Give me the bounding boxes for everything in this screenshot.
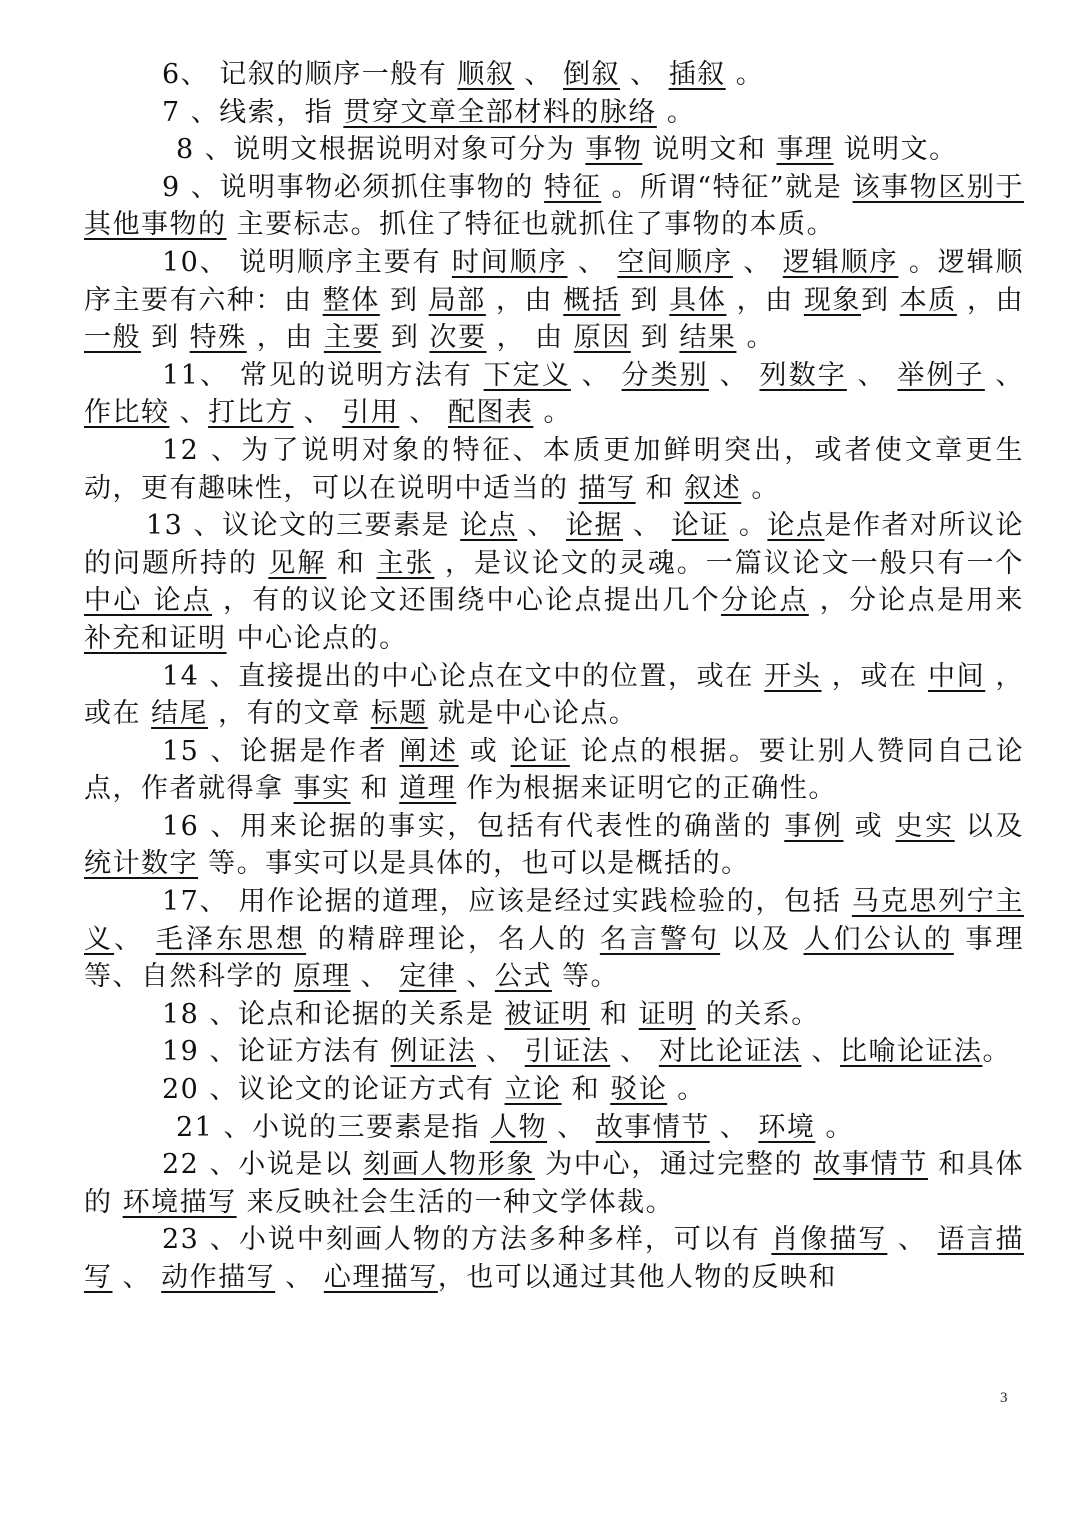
text-segment: 15 、论据是作者 xyxy=(162,735,400,767)
answer-blank: 心理描写 xyxy=(323,1262,438,1293)
paragraph xyxy=(84,56,1024,94)
text-segment: ， 由 xyxy=(486,322,574,354)
answer-blank: 逻辑顺序 xyxy=(782,246,899,278)
text-segment: 和具体的 xyxy=(84,1149,1025,1218)
text-segment: 14 、直接提出的中心论点在文中的位置，或在 xyxy=(162,660,765,692)
paragraph xyxy=(84,883,1024,996)
text-segment: 、 xyxy=(514,59,564,90)
text-segment: 21 、小说的三要素是指 xyxy=(176,1111,491,1143)
answer-blank: 结果 xyxy=(679,322,737,354)
paragraph xyxy=(84,808,1024,883)
answer-blank: 环境 xyxy=(758,1111,816,1143)
text-segment: 、 xyxy=(709,1111,759,1143)
text-segment: ，由 xyxy=(956,284,1025,316)
text-segment: 18 、论点和论据的关系是 xyxy=(162,998,505,1030)
answer-blank: 列数字 xyxy=(759,359,847,391)
page-number: 3 xyxy=(1000,1390,1008,1406)
text-segment: 、 xyxy=(517,510,566,542)
answer-blank: 主张 xyxy=(376,547,435,579)
answer-blank: 次要 xyxy=(429,322,487,354)
text-segment: 6、 记叙的顺序一般有 xyxy=(162,59,458,90)
answer-blank: 立论 xyxy=(504,1074,562,1106)
text-segment: 、 xyxy=(623,510,672,542)
answer-blank: 环境描写 xyxy=(122,1186,237,1218)
text-segment: 、 xyxy=(620,59,669,90)
answer-blank: 刻画人物形象 xyxy=(363,1149,536,1181)
text-segment: 、 xyxy=(732,246,783,278)
answer-blank: 人物 xyxy=(490,1111,548,1143)
text-segment: ，或在 xyxy=(821,660,928,692)
text-segment: 以及 xyxy=(720,923,804,955)
text-segment: 、 xyxy=(984,359,1025,391)
answer-blank: 局部 xyxy=(428,284,486,316)
text-segment: 的关系。 xyxy=(695,998,820,1030)
answer-blank: 叙述 xyxy=(684,472,742,504)
answer-blank: 特殊 xyxy=(189,322,247,354)
text-segment: 20 、议论文的论证方式有 xyxy=(162,1074,505,1106)
text-segment: 23 、小说中刻画人物的方法多种多样，可以有 xyxy=(162,1224,772,1256)
text-segment: 19 、论证方法有 xyxy=(162,1036,391,1068)
text-segment: 。 xyxy=(667,1074,706,1106)
answer-blank: 论点 xyxy=(460,510,518,542)
text-segment: 就是中心论点。 xyxy=(427,698,638,730)
answer-blank: 原因 xyxy=(573,322,631,354)
answer-blank: 中间 xyxy=(927,660,986,692)
text-segment: 作为根据来证明它的正确性。 xyxy=(456,773,837,805)
text-segment: 中心论点的。 xyxy=(226,622,408,654)
answer-blank: 贯穿文章全部材料的脉络 xyxy=(343,96,657,128)
paragraph xyxy=(84,169,1024,244)
text-segment: 和 xyxy=(350,773,400,805)
answer-blank: 分类别 xyxy=(621,359,709,391)
paragraph xyxy=(84,131,1024,169)
answer-blank: 开头 xyxy=(764,660,822,692)
text-segment: 说明文。 xyxy=(833,134,958,166)
text-segment: 、 xyxy=(275,1262,324,1293)
answer-blank: 事实 xyxy=(293,773,351,805)
text-segment: 。 xyxy=(725,59,765,90)
answer-blank: 对比论证法 xyxy=(658,1036,802,1068)
answer-blank: 主要 xyxy=(323,322,381,354)
text-segment: 和 xyxy=(326,547,377,579)
paragraph xyxy=(84,1071,1024,1109)
text-segment: ，分论点是用来 xyxy=(808,585,1024,617)
answer-blank: 被证明 xyxy=(504,998,591,1030)
text-segment: 和 xyxy=(635,472,685,504)
answer-blank: 驳论 xyxy=(610,1074,668,1106)
answer-blank: 论据 xyxy=(565,510,624,542)
text-segment: ，是议论文的灵魂。一篇议论文一般只有一个 xyxy=(434,547,1024,579)
answer-blank: 配图表 xyxy=(447,397,534,429)
text-segment: 或 xyxy=(458,735,511,767)
answer-blank: 整体 xyxy=(322,284,380,316)
answer-blank: 打比方 xyxy=(208,397,294,429)
answer-blank: 肖像描写 xyxy=(771,1224,888,1256)
paragraph xyxy=(84,357,1024,432)
answer-blank: 事理 xyxy=(776,134,834,166)
text-segment: 。所谓“特征”就是 xyxy=(601,171,853,203)
text-segment: 、 xyxy=(708,359,760,391)
text-segment: ，也可以通过其他人物的反映和 xyxy=(437,1262,837,1293)
answer-blank: 概括 xyxy=(563,284,621,316)
paragraph xyxy=(84,658,1024,733)
text-segment: 。 xyxy=(741,472,780,504)
text-segment: 、 xyxy=(456,961,495,993)
text-segment: ，由 xyxy=(246,322,324,354)
text-segment: 10、 说明顺序主要有 xyxy=(162,246,452,278)
answer-blank: 毛泽东思想 xyxy=(155,923,307,955)
answer-blank: 具体 xyxy=(669,284,727,316)
text-segment: 论点的根据。要让别人赞同自己论点，作者就得拿 xyxy=(84,735,1025,805)
answer-blank: 本质 xyxy=(899,284,957,316)
text-segment: 。 xyxy=(533,397,573,429)
answer-blank: 该事物区别于其他事物的 xyxy=(84,171,1025,241)
text-segment: 、 xyxy=(570,359,622,391)
text-segment: 事理等、自然科学的 xyxy=(84,923,1025,993)
text-segment: 11、 常见的说明方法有 xyxy=(162,359,484,391)
text-segment: 、 xyxy=(293,397,343,429)
answer-blank: 史实 xyxy=(895,810,955,842)
text-segment: 、 xyxy=(846,359,898,391)
text-segment: 、 xyxy=(610,1036,659,1068)
answer-blank: 论证 xyxy=(510,735,570,767)
text-segment: 主要标志。抓住了特征也就抓住了事物的本质。 xyxy=(226,209,836,241)
answer-blank: 例证法 xyxy=(390,1036,477,1068)
text-segment: 9 、说明事物必须抓住事物的 xyxy=(162,171,545,203)
text-segment: 是作者对所议论的问题所持的 xyxy=(84,510,1025,579)
text-segment: 、 xyxy=(567,246,618,278)
answer-blank: 证明 xyxy=(638,998,696,1030)
answer-blank: 描写 xyxy=(578,472,636,504)
answer-blank: 论证 xyxy=(671,510,729,542)
answer-blank: 补充和证明 xyxy=(84,622,227,654)
answer-blank: 现象 xyxy=(803,284,861,316)
text-segment: 。 xyxy=(736,322,776,354)
text-segment: 说明文和 xyxy=(642,134,777,166)
document-body xyxy=(84,56,1024,1297)
answer-blank: 事物 xyxy=(585,134,643,166)
answer-blank: 引证法 xyxy=(524,1036,611,1068)
text-segment: 到 xyxy=(379,284,429,316)
text-segment: 到 xyxy=(141,322,190,354)
text-segment: 8 、说明文根据说明对象可分为 xyxy=(176,134,586,166)
text-segment: 、 xyxy=(350,961,400,993)
text-segment: 到 xyxy=(861,284,900,316)
text-segment: 、 xyxy=(887,1224,938,1256)
paragraph xyxy=(84,1033,1024,1071)
answer-blank: 比喻论证法 xyxy=(839,1036,983,1068)
paragraph xyxy=(84,244,1024,357)
text-segment: 。逻辑顺序主要有六种：由 xyxy=(84,246,1025,316)
answer-blank: 一般 xyxy=(84,322,141,354)
paragraph xyxy=(84,733,1024,808)
answer-blank: 故事情节 xyxy=(813,1149,928,1181)
answer-blank: 空间顺序 xyxy=(617,246,733,278)
answer-blank: 语言描写 xyxy=(84,1224,1025,1293)
answer-blank: 结尾 xyxy=(151,698,209,730)
answer-blank: 顺叙 xyxy=(457,59,515,90)
answer-blank: 名言警句 xyxy=(599,923,721,955)
text-segment: ，有的议论文还围绕中心论点提出几个 xyxy=(212,585,721,617)
text-segment: 16 、用来论据的事实，包括有代表性的确凿的 xyxy=(162,810,785,842)
answer-blank: 论点 xyxy=(767,510,825,542)
answer-blank: 时间顺序 xyxy=(451,246,568,278)
answer-blank: 动作描写 xyxy=(161,1262,276,1293)
answer-blank: 故事情节 xyxy=(595,1111,710,1143)
paragraph xyxy=(84,432,1024,507)
text-segment: 、 xyxy=(114,923,156,955)
answer-blank: 原理 xyxy=(293,961,351,993)
answer-blank: 见解 xyxy=(268,547,327,579)
text-segment: 。 xyxy=(656,96,696,128)
answer-blank: 中心 论点 xyxy=(84,585,213,617)
text-segment: 、 xyxy=(801,1036,840,1068)
text-segment: 22 、小说是以 xyxy=(162,1149,364,1181)
text-segment: 的精辟理论，名人的 xyxy=(306,923,600,955)
text-segment: 、 xyxy=(112,1262,162,1293)
text-segment: 等。 xyxy=(551,961,619,993)
text-segment: 和 xyxy=(561,1074,611,1106)
answer-blank: 阐述 xyxy=(399,735,459,767)
text-segment: 17、 用作论据的道理，应该是经过实践检验的，包括 xyxy=(162,886,852,918)
paragraph xyxy=(84,1146,1024,1221)
text-segment: 。 xyxy=(815,1111,854,1143)
answer-blank: 举例子 xyxy=(897,359,985,391)
paragraph xyxy=(84,507,1024,657)
text-segment: 和 xyxy=(590,998,639,1030)
text-segment: 来反映社会生活的一种文学体裁。 xyxy=(236,1186,675,1218)
paragraph xyxy=(84,1109,1024,1147)
text-segment: 到 xyxy=(380,322,430,354)
answer-blank: 特征 xyxy=(544,171,602,203)
text-segment: 12 、为了说明对象的特征、本质更加鲜明突出，或者使文章更生动，更有趣味性，可以在说明中适当的 xyxy=(84,434,1024,504)
text-segment: 到 xyxy=(620,284,670,316)
text-segment: ，或在 xyxy=(84,660,1025,730)
text-segment: ，由 xyxy=(726,284,804,316)
answer-blank: 分论点 xyxy=(720,585,809,617)
text-segment: 、 xyxy=(399,397,448,429)
text-segment: 。 xyxy=(982,1036,1011,1068)
paragraph xyxy=(84,996,1024,1034)
text-segment: 7 、线索，指 xyxy=(162,96,344,128)
text-segment: 以及 xyxy=(954,810,1024,842)
answer-blank: 人们公认的 xyxy=(803,923,954,955)
answer-blank: 倒叙 xyxy=(563,59,621,90)
text-segment: 到 xyxy=(630,322,680,354)
paragraph xyxy=(84,94,1024,132)
answer-blank: 马克思列宁主义 xyxy=(84,886,1024,955)
text-segment: 为中心，通过完整的 xyxy=(535,1149,814,1181)
answer-blank: 定律 xyxy=(399,961,457,993)
text-segment: ，由 xyxy=(485,284,564,316)
answer-blank: 下定义 xyxy=(483,359,571,391)
answer-blank: 引用 xyxy=(342,397,400,429)
text-segment: 。 xyxy=(728,510,768,542)
answer-blank: 事例 xyxy=(784,810,844,842)
answer-blank: 道理 xyxy=(399,773,457,805)
text-segment: 、 xyxy=(547,1111,596,1143)
answer-blank: 统计数字 xyxy=(84,848,198,880)
text-segment: 、 xyxy=(169,397,209,429)
answer-blank: 公式 xyxy=(494,961,552,993)
paragraph xyxy=(84,1221,1024,1296)
answer-blank: 作比较 xyxy=(84,397,170,429)
answer-blank: 插叙 xyxy=(668,59,726,90)
text-segment: 或 xyxy=(843,810,896,842)
text-segment: 13 、议论文的三要素是 xyxy=(146,510,461,542)
text-segment: 等。事实可以是具体的，也可以是概括的。 xyxy=(198,848,750,880)
text-segment: ，有的文章 xyxy=(208,698,371,730)
text-segment: 、 xyxy=(476,1036,525,1068)
answer-blank: 标题 xyxy=(370,698,428,730)
